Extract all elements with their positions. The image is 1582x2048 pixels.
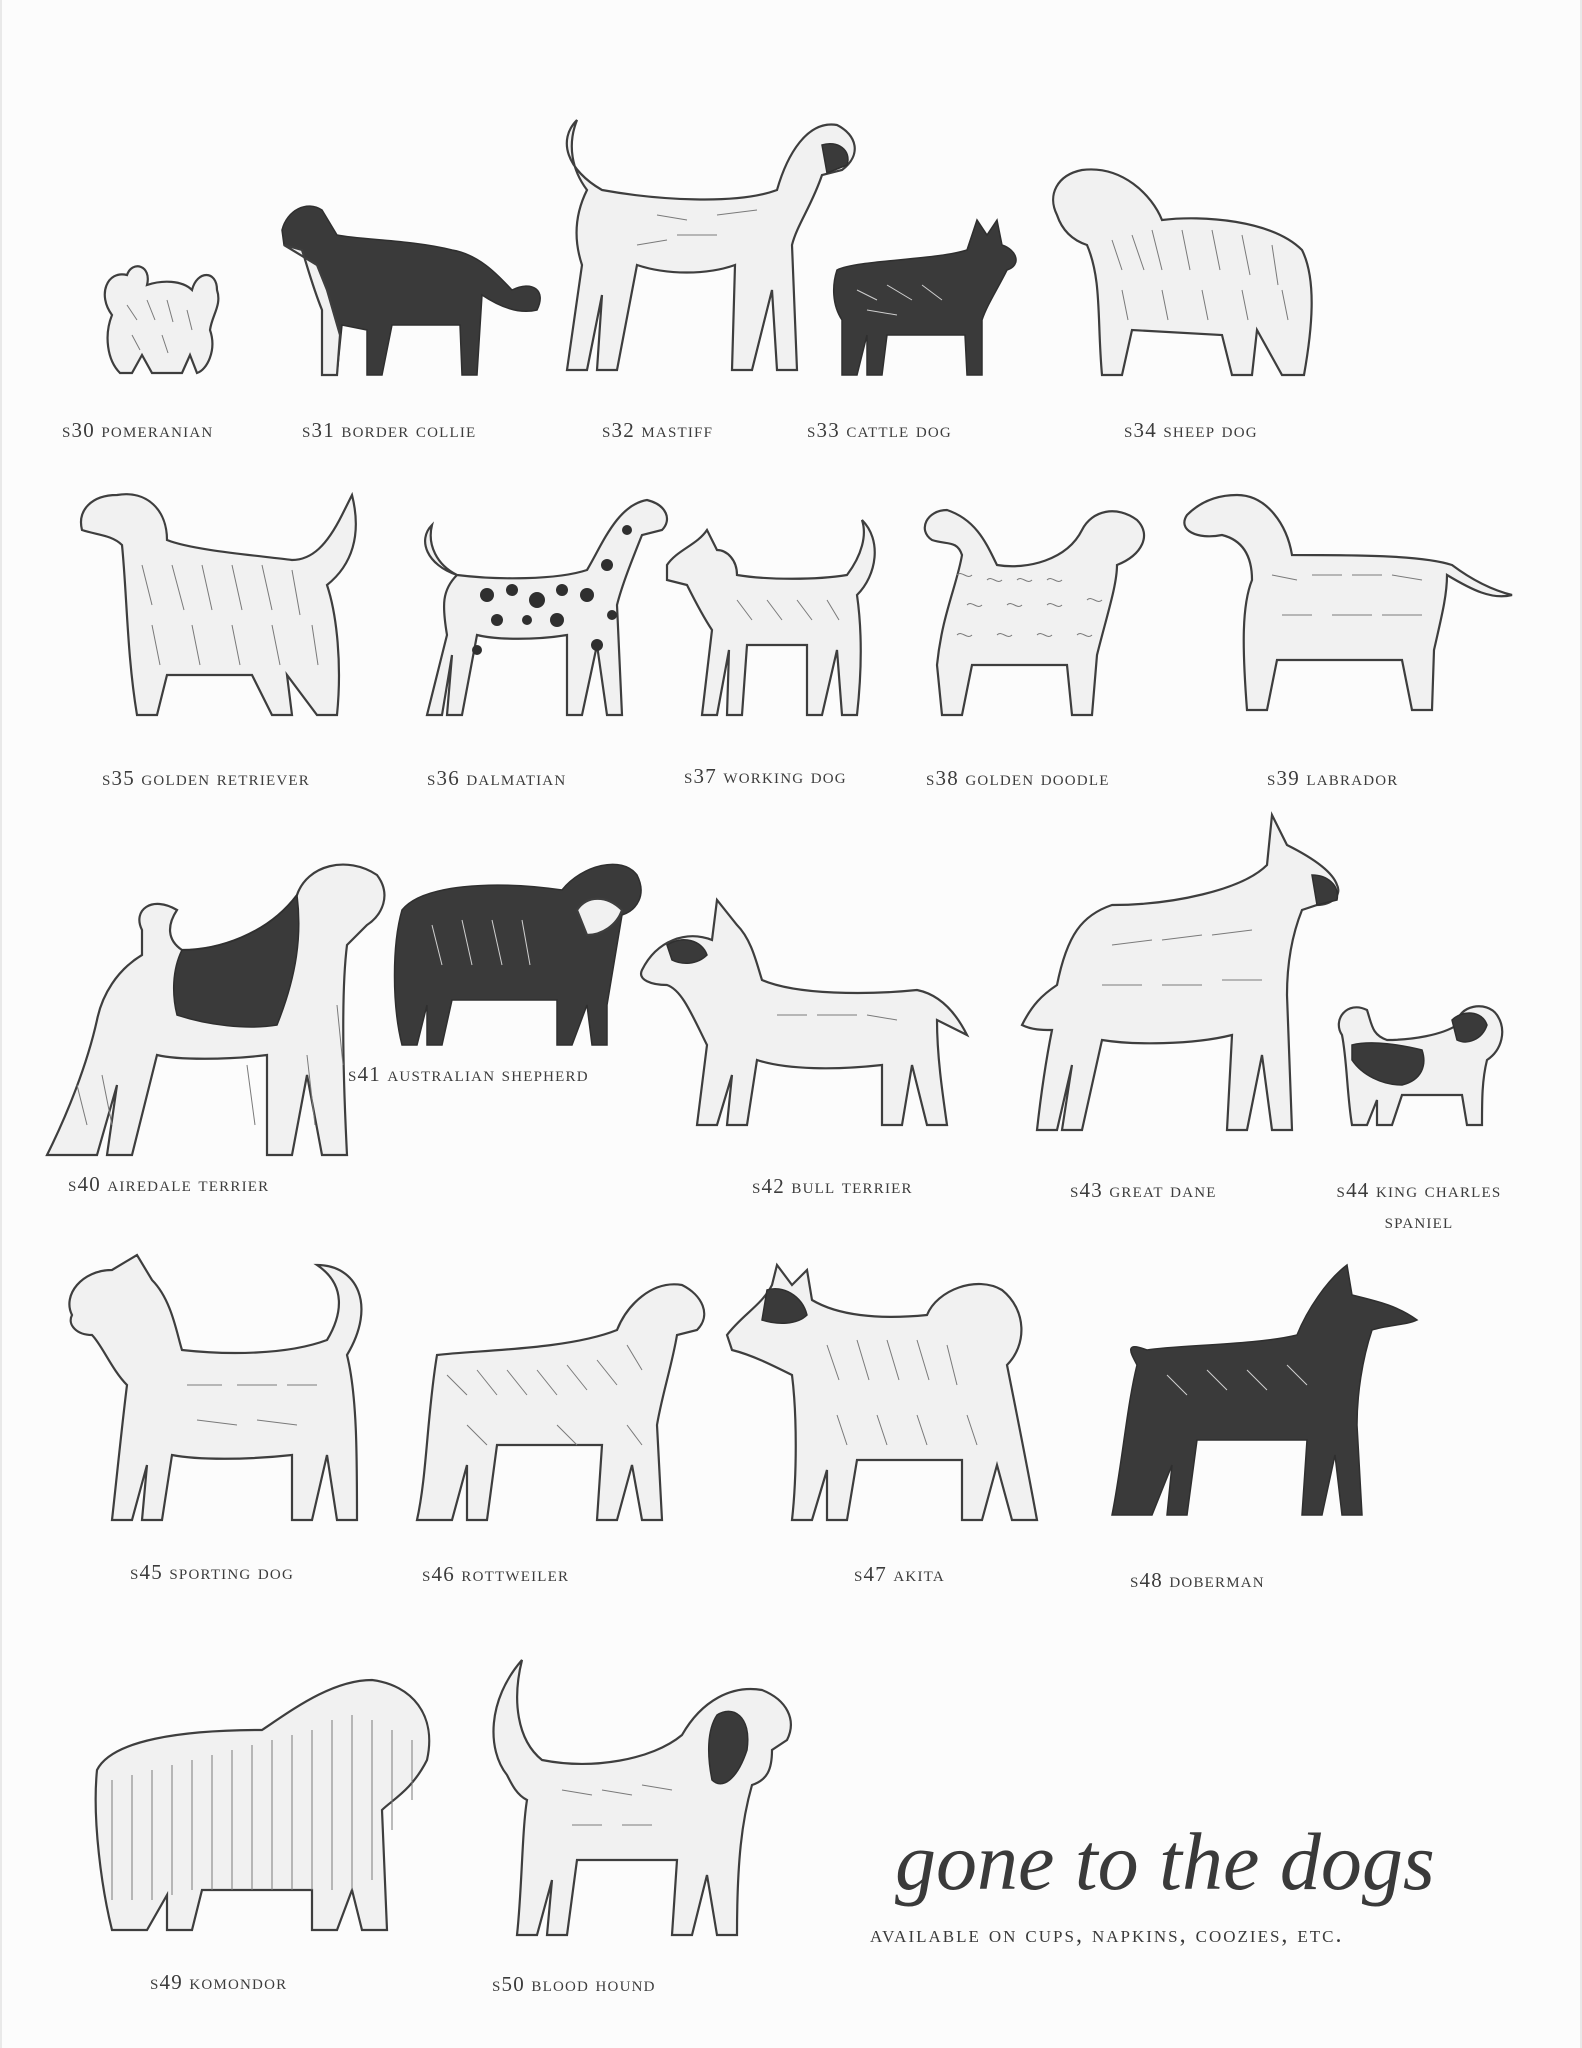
dog-label-dalmatian: s36 dalmatian [427,766,567,790]
dog-label-working-dog: s37 working dog [684,764,847,788]
dog-label-golden-retriever: s35 golden retriever [102,766,310,790]
dog-label-bull-terrier: s42 bull terrier [752,1174,913,1198]
dog-label-great-dane: s43 great dane [1070,1178,1217,1202]
dog-label-sheep-dog: s34 sheep dog [1124,418,1258,442]
blood-hound-illustration [482,1660,797,1940]
dog-label-border-collie: s31 border collie [302,418,477,442]
pomeranian-illustration [92,255,227,380]
dog-label-cattle-dog: s33 cattle dog [807,418,952,442]
mastiff-illustration [557,115,862,380]
golden-retriever-illustration [72,485,382,725]
dog-label-doberman: s48 doberman [1130,1568,1265,1592]
dog-label-sporting-dog: s45 sporting dog [130,1560,294,1584]
catalog-title: gone to the dogs [895,1816,1435,1907]
airedale-terrier-illustration [47,855,392,1160]
dalmatian-illustration [417,495,672,720]
dog-label-pomeranian: s30 pomeranian [62,418,214,442]
dog-label-australian-shepherd: s41 australian shepherd [348,1062,589,1086]
dog-label-king-charles-line2: spaniel [1384,1209,1454,1233]
australian-shepherd-illustration [392,855,647,1050]
king-charles-spaniel-illustration [1332,1000,1507,1130]
sheep-dog-illustration [1042,160,1327,385]
akita-illustration [727,1265,1057,1525]
cattle-dog-illustration [827,210,1027,380]
working-dog-illustration [657,520,882,720]
dog-label-airedale-terrier: s40 airedale terrier [68,1172,270,1196]
komondor-illustration [92,1670,437,1940]
dog-label-labrador: s39 labrador [1267,766,1399,790]
sporting-dog-illustration [57,1255,372,1525]
labrador-illustration [1172,485,1517,720]
dog-label-akita: s47 akita [854,1562,945,1586]
dog-label-king-charles-spaniel [1304,1178,1534,1234]
rottweiler-illustration [407,1275,712,1525]
dog-label-rottweiler: s46 rottweiler [422,1562,570,1586]
golden-doodle-illustration [917,505,1152,720]
dog-label-blood-hound: s50 blood hound [492,1972,656,1996]
dog-label-komondor: s49 komondor [150,1970,288,1994]
doberman-illustration [1107,1265,1422,1520]
bull-terrier-illustration [637,895,987,1130]
great-dane-illustration [1022,815,1347,1135]
dog-label-golden-doodle: s38 golden doodle [926,766,1110,790]
catalog-subtitle: available on cups, napkins, coozies, etc. [870,1922,1344,1948]
dog-label-king-charles-line1: s44 king charles [1336,1178,1502,1202]
border-collie-illustration [272,195,547,380]
dog-label-mastiff: s32 mastiff [602,418,714,442]
